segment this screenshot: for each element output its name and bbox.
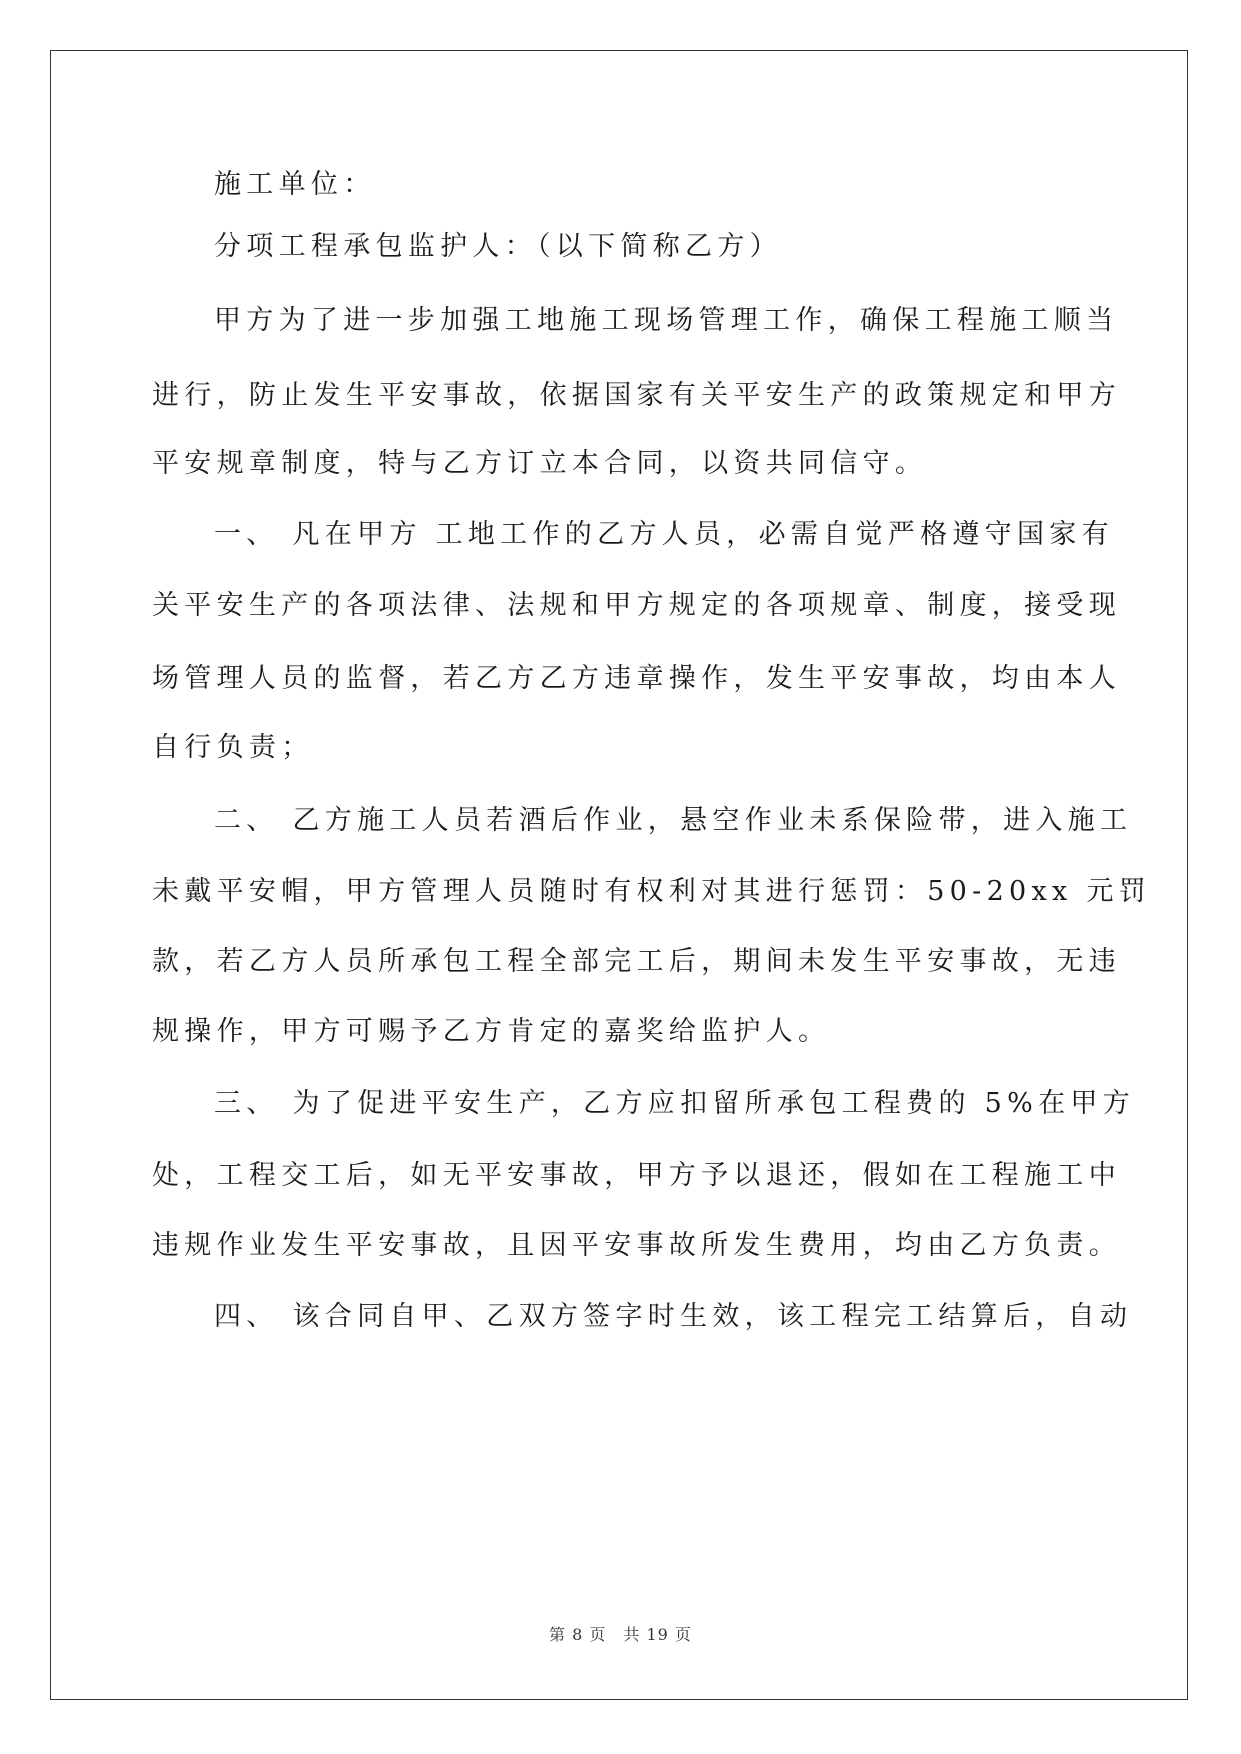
- text-line: 分项工程承包监护人：（以下简称乙方）: [214, 231, 782, 262]
- text-line: 一、 凡在甲方 工地工作的乙方人员，必需自觉严格遵守国家有: [214, 519, 1114, 550]
- text-line: 自行负责；: [152, 732, 314, 763]
- text-line: 违规作业发生平安事故，且因平安事故所发生费用，均由乙方负责。: [152, 1230, 1121, 1261]
- text-line: 未戴平安帽，甲方管理人员随时有权利对其进行惩罚：50-20xx 元罚: [152, 876, 1152, 907]
- text-line: 关平安生产的各项法律、法规和甲方规定的各项规章、制度，接受现: [152, 590, 1121, 621]
- text-line: 进行，防止发生平安事故，依据国家有关平安生产的政策规定和甲方: [152, 380, 1121, 411]
- text-line: 四、 该合同自甲、乙双方签字时生效，该工程完工结算后，自动: [214, 1301, 1133, 1332]
- text-line: 款，若乙方人员所承包工程全部完工后，期间未发生平安事故，无违: [152, 946, 1121, 977]
- text-line: 规操作，甲方可赐予乙方肯定的嘉奖给监护人。: [152, 1016, 831, 1047]
- text-line: 二、 乙方施工人员若酒后作业，悬空作业未系保险带，进入施工: [214, 805, 1133, 836]
- text-line: 处，工程交工后，如无平安事故，甲方予以退还，假如在工程施工中: [152, 1160, 1121, 1191]
- text-line: 三、 为了促进平安生产，乙方应扣留所承包工程费的 5%在甲方: [214, 1088, 1135, 1119]
- page-number: 第 8 页 共 19 页: [549, 1625, 692, 1644]
- text-line: 施工单位：: [214, 169, 376, 200]
- text-line: 场管理人员的监督，若乙方乙方违章操作，发生平安事故，均由本人: [152, 663, 1121, 694]
- text-line: 平安规章制度，特与乙方订立本合同，以资共同信守。: [152, 448, 928, 479]
- text-line: 甲方为了进一步加强工地施工现场管理工作，确保工程施工顺当: [214, 305, 1119, 336]
